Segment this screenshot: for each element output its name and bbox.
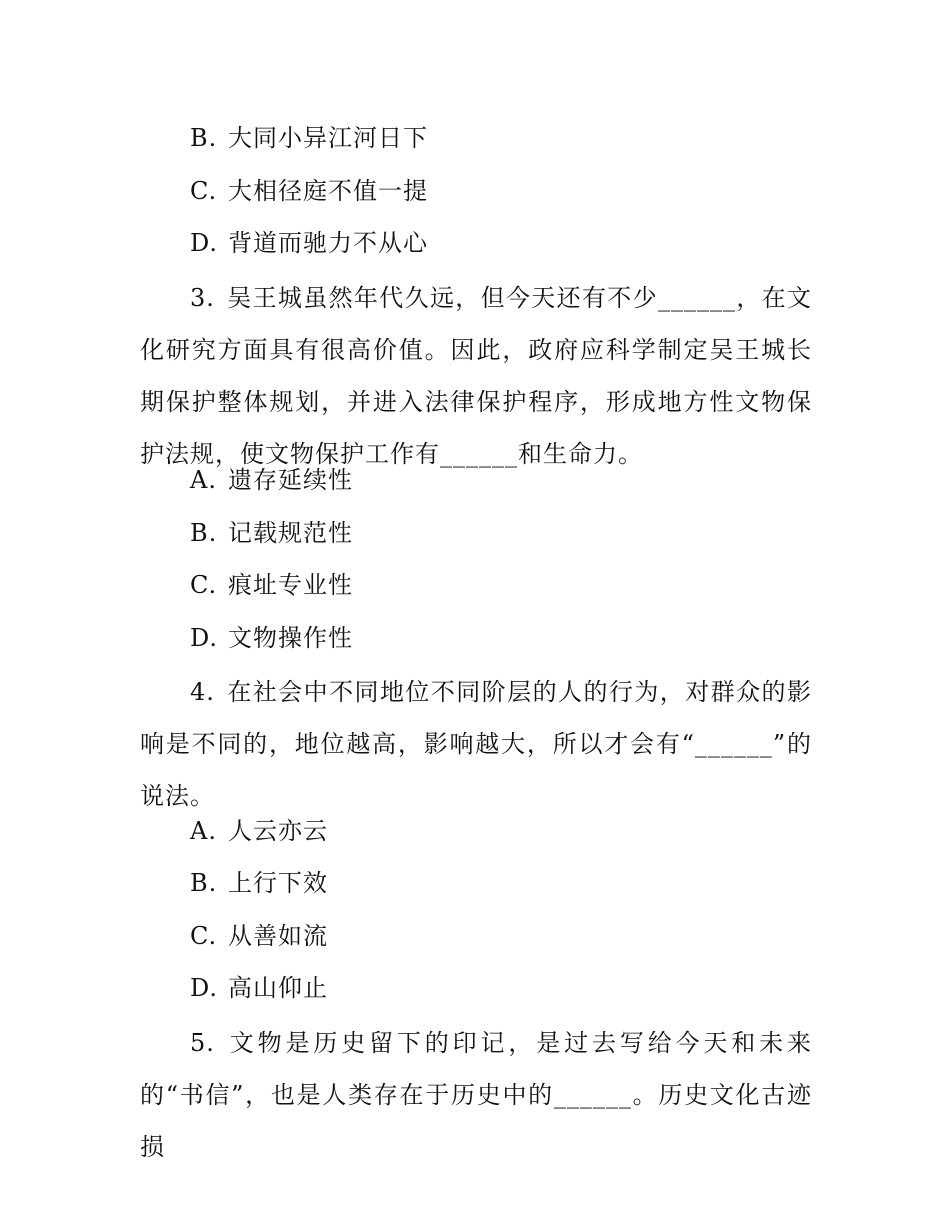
option-text: 记载规范性 [228,519,353,547]
option-text: 背道而驰力不从心 [228,229,428,257]
q3-option-c [190,570,353,600]
option-letter: A. [190,817,217,845]
option-letter: B. [190,869,218,897]
prev-option-c [190,176,428,206]
option-letter: D. [190,624,219,652]
option-text: 大相径庭不值一提 [228,177,428,205]
q3-option-b [190,518,353,548]
question-number: 4. [190,678,215,706]
option-letter: C. [190,177,218,205]
q3-option-d [190,623,353,653]
question-text: 文物是历史留下的印记，是过去写给今天和未来的“书信”，也是人类存在于历史中的______。历史文化古迹损 [140,1029,812,1161]
option-text: 人云亦云 [228,817,328,845]
option-letter: C. [190,571,218,599]
option-text: 上行下效 [228,869,328,897]
question-3 [140,272,812,480]
prev-option-b [190,123,428,153]
q4-option-c [190,921,328,951]
question-text: 吴王城虽然年代久远，但今天还有不少______，在文化研究方面具有很高价值。因此，政府应科学制定吴王城长期保护整体规划，并进入法律保护程序，形成地方性文物保护法规，使文物保护工作有______和生命力。 [140,284,812,468]
q4-option-a [190,816,328,846]
option-letter: B. [190,124,218,152]
option-letter: C. [190,922,218,950]
option-text: 遗存延续性 [228,466,353,494]
q4-option-b [190,868,328,898]
q4-option-d [190,973,328,1003]
question-4 [140,666,812,822]
question-number: 5. [190,1029,215,1057]
question-text: 在社会中不同地位不同阶层的人的行为，对群众的影响是不同的，地位越高，影响越大，所以才会有“______”的说法。 [140,678,812,810]
option-letter: B. [190,519,218,547]
option-text: 文物操作性 [228,624,353,652]
question-5 [140,1017,812,1173]
option-text: 从善如流 [228,922,328,950]
option-letter: D. [190,974,219,1002]
option-text: 高山仰止 [228,974,328,1002]
question-number: 3. [190,284,215,312]
option-text: 痕址专业性 [228,571,353,599]
option-letter: A. [190,466,217,494]
prev-option-d [190,228,428,258]
option-letter: D. [190,229,219,257]
q3-option-a [190,465,353,495]
option-text: 大同小异江河日下 [228,124,428,152]
